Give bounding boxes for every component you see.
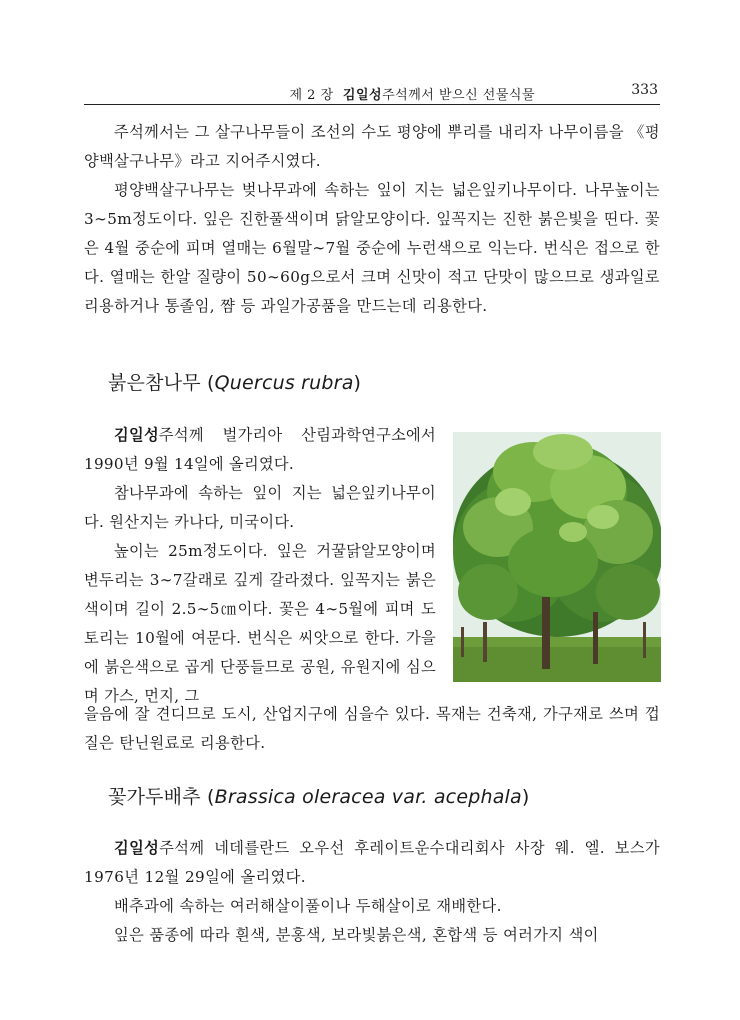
red-oak-paragraph-2: 참나무과에 속하는 잎이 지는 넓은잎키나무이다. 원산지는 카나다, 미국이다. [84, 484, 436, 531]
kale-heading [108, 782, 530, 809]
chapter-title-rest: 주석께서 받으신 선물식물 [382, 88, 535, 103]
red-oak-paragraph-3: 높이는 25m정도이다. 잎은 거꿀닭알모양이며 변두리는 3∼7갈래로 깊게 갈라졌다. 잎꼭지는 붉은색이며 길이 2.5∼5㎝이다. 꽃은 4∼5월에 피며 도토리는 10월에 여문다. 번식은 씨앗으로 한다. 가을에 붉은색으로 곱게 단풍들므로 공원, 유원지에 심으며 가스, 먼지, 그 [84, 542, 436, 705]
red-oak-photo [453, 432, 661, 682]
red-oak-scientific-name: Quercus rubra [214, 372, 354, 394]
kale-paragraph-1-rest: 주석께 네데를란드 오우선 후레이트운수대리회사 사장 웨. 엘. 보스가 1976년 12월 29일에 올리였다. [84, 839, 660, 886]
kale-text [84, 834, 660, 950]
running-header [84, 82, 660, 105]
kale-heading-open: ( [200, 786, 215, 808]
red-oak-text [84, 421, 436, 711]
chapter-title-bold: 김일성 [342, 88, 383, 103]
red-oak-heading-open: ( [200, 372, 215, 394]
kale-heading-close: ) [521, 786, 530, 808]
red-oak-paragraph-3-continued: 을음에 잘 견디므로 도시, 산업지구에 심을수 있다. 목재는 건축재, 가구재로 쓰며 껍질은 탄닌원료로 리용한다. [84, 705, 660, 752]
red-oak-heading-ko: 붉은참나무 [108, 372, 201, 394]
red-oak-tree-image [453, 432, 661, 682]
kale-paragraph-2: 배추과에 속하는 여러해살이풀이나 두해살이로 재배한다. [114, 897, 502, 915]
page-number: 333 [631, 82, 658, 98]
red-oak-heading [108, 368, 361, 395]
red-oak-paragraph-1 [84, 421, 436, 479]
intro-paragraph-2: 평양백살구나무는 벚나무과에 속하는 잎이 지는 넓은잎키나무이다. 나무높이는 3∼5m정도이다. 잎은 진한풀색이며 닭알모양이다. 잎꼭지는 진한 붉은빛을 띤다. 꽃은 4월 중순에 피며 열매는 6월말∼7월 중순에 누런색으로 익는다. 번식은 접으로 한다. 열매는 한알 질량이 50∼60g으로서 크며 신맛이 적고 단맛이 많으므로 생과일로 리용하거나 통졸임, 쨤 등 과일가공품을 만드는데 리용한다. [84, 181, 660, 315]
intro-paragraph-1: 주석께서는 그 살구나무들이 조선의 수도 평양에 뿌리를 내리자 나무이름을 《평양백살구나무》라고 지어주시였다. [84, 123, 660, 170]
red-oak-paragraph-1-rest: 주석께 벌가리아 산림과학연구소에서 1990년 9월 14일에 올리였다. [84, 426, 436, 473]
intro-section [84, 118, 660, 321]
kale-heading-ko: 꽃가두배추 [108, 786, 201, 808]
chapter-prefix: 제 2 장 [289, 88, 334, 103]
red-oak-heading-close: ) [353, 372, 362, 394]
red-oak-text-continued [84, 700, 660, 758]
chapter-title [289, 84, 535, 103]
author-name: 김일성 [114, 839, 160, 857]
kale-scientific-name: Brassica oleracea var. acephala [214, 786, 522, 808]
kale-paragraph-3: 잎은 품종에 따라 흰색, 분홍색, 보라빛붉은색, 혼합색 등 여러가지 색이 [114, 926, 599, 944]
author-name: 김일성 [114, 426, 159, 444]
kale-paragraph-1 [84, 834, 660, 892]
